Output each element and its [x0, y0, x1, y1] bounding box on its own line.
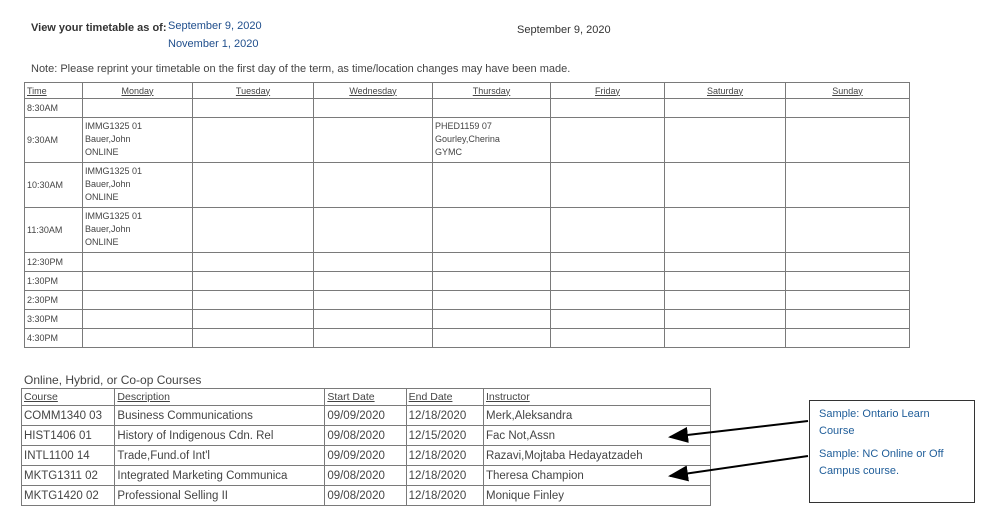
online-courses-title: Online, Hybrid, or Co-op Courses — [24, 373, 202, 387]
course-entry-line: PHED1159 07 — [435, 121, 492, 131]
time-slot-label: 3:30PM — [25, 310, 83, 329]
arrow-to-hist1406 — [670, 421, 808, 437]
online-course-cell: 09/08/2020 — [325, 426, 406, 446]
online-header-course: Course — [22, 389, 115, 406]
timetable-header-monday: Monday — [83, 83, 193, 99]
online-course-cell: Monique Finley — [483, 486, 710, 506]
online-header-description: Description — [115, 389, 325, 406]
time-slot-label: 8:30AM — [25, 99, 83, 118]
online-course-cell: History of Indigenous Cdn. Rel — [115, 426, 325, 446]
course-entry-line: IMMG1325 01 — [85, 121, 143, 131]
time-slot-label: 2:30PM — [25, 291, 83, 310]
online-course-cell: 12/18/2020 — [406, 406, 483, 426]
timetable-header-sunday: Sunday — [786, 83, 910, 99]
online-course-cell: Fac Not,Assn — [483, 426, 710, 446]
online-course-cell: MKTG1311 02 — [22, 466, 115, 486]
online-course-cell: Integrated Marketing Communica — [115, 466, 325, 486]
timetable-header-thursday: Thursday — [433, 83, 551, 99]
online-course-cell: Theresa Champion — [483, 466, 710, 486]
time-slot-label: 12:30PM — [25, 253, 83, 272]
online-course-cell: 12/15/2020 — [406, 426, 483, 446]
online-course-cell: 09/08/2020 — [325, 466, 406, 486]
online-course-cell: 12/18/2020 — [406, 466, 483, 486]
time-slot-label: 1:30PM — [25, 272, 83, 291]
time-slot-label: 11:30AM — [25, 208, 83, 253]
course-entry-line: Bauer,John — [85, 179, 131, 189]
timetable-header-saturday: Saturday — [665, 83, 786, 99]
date-option-september[interactable]: September 9, 2020 — [168, 20, 262, 32]
callout-sample-ontario-learn: Sample: Ontario Learn Course — [819, 408, 930, 437]
online-header-instructor: Instructor — [483, 389, 710, 406]
callout-sample-nc-online: Sample: NC Online or Off Campus course. — [819, 448, 944, 477]
course-entry-line: Bauer,John — [85, 134, 131, 144]
online-course-cell: COMM1340 03 — [22, 406, 115, 426]
timetable-header-time: Time — [25, 83, 83, 99]
timetable-header-tuesday: Tuesday — [193, 83, 314, 99]
time-slot-label: 9:30AM — [25, 118, 83, 163]
online-course-cell: Professional Selling II — [115, 486, 325, 506]
online-course-cell: Merk,Aleksandra — [483, 406, 710, 426]
date-option-november[interactable]: November 1, 2020 — [168, 38, 259, 50]
online-course-cell: Razavi,Mojtaba Hedayatzadeh — [483, 446, 710, 466]
online-course-cell: HIST1406 01 — [22, 426, 115, 446]
online-course-cell: 09/08/2020 — [325, 486, 406, 506]
arrow-to-mktg1311 — [670, 456, 808, 476]
course-entry-line: ONLINE — [85, 192, 119, 202]
course-entry-line: GYMC — [435, 147, 462, 157]
timetable-header-friday: Friday — [551, 83, 665, 99]
course-entry-line: IMMG1325 01 — [85, 166, 143, 176]
course-entry-line: Bauer,John — [85, 224, 131, 234]
reprint-note: Note: Please reprint your timetable on the first day of the term, as time/location changes may have been made. — [31, 63, 571, 75]
online-header-end-date: End Date — [406, 389, 483, 406]
course-entry-line: ONLINE — [85, 237, 119, 247]
course-entry-line: ONLINE — [85, 147, 119, 157]
time-slot-label: 10:30AM — [25, 163, 83, 208]
timetable-as-of-label: View your timetable as of: — [31, 22, 167, 34]
online-course-cell: MKTG1420 02 — [22, 486, 115, 506]
online-course-cell: 09/09/2020 — [325, 406, 406, 426]
online-header-start-date: Start Date — [325, 389, 406, 406]
timetable-header-wednesday: Wednesday — [314, 83, 433, 99]
online-course-cell: 09/09/2020 — [325, 446, 406, 466]
online-course-cell: INTL1100 14 — [22, 446, 115, 466]
time-slot-label: 4:30PM — [25, 329, 83, 348]
course-entry-line: Gourley,Cherina — [435, 134, 500, 144]
online-course-cell: 12/18/2020 — [406, 446, 483, 466]
online-course-cell: Business Communications — [115, 406, 325, 426]
current-as-of-date: September 9, 2020 — [517, 24, 611, 36]
online-course-cell: Trade,Fund.of Int'l — [115, 446, 325, 466]
course-entry-line: IMMG1325 01 — [85, 211, 143, 221]
online-course-cell: 12/18/2020 — [406, 486, 483, 506]
